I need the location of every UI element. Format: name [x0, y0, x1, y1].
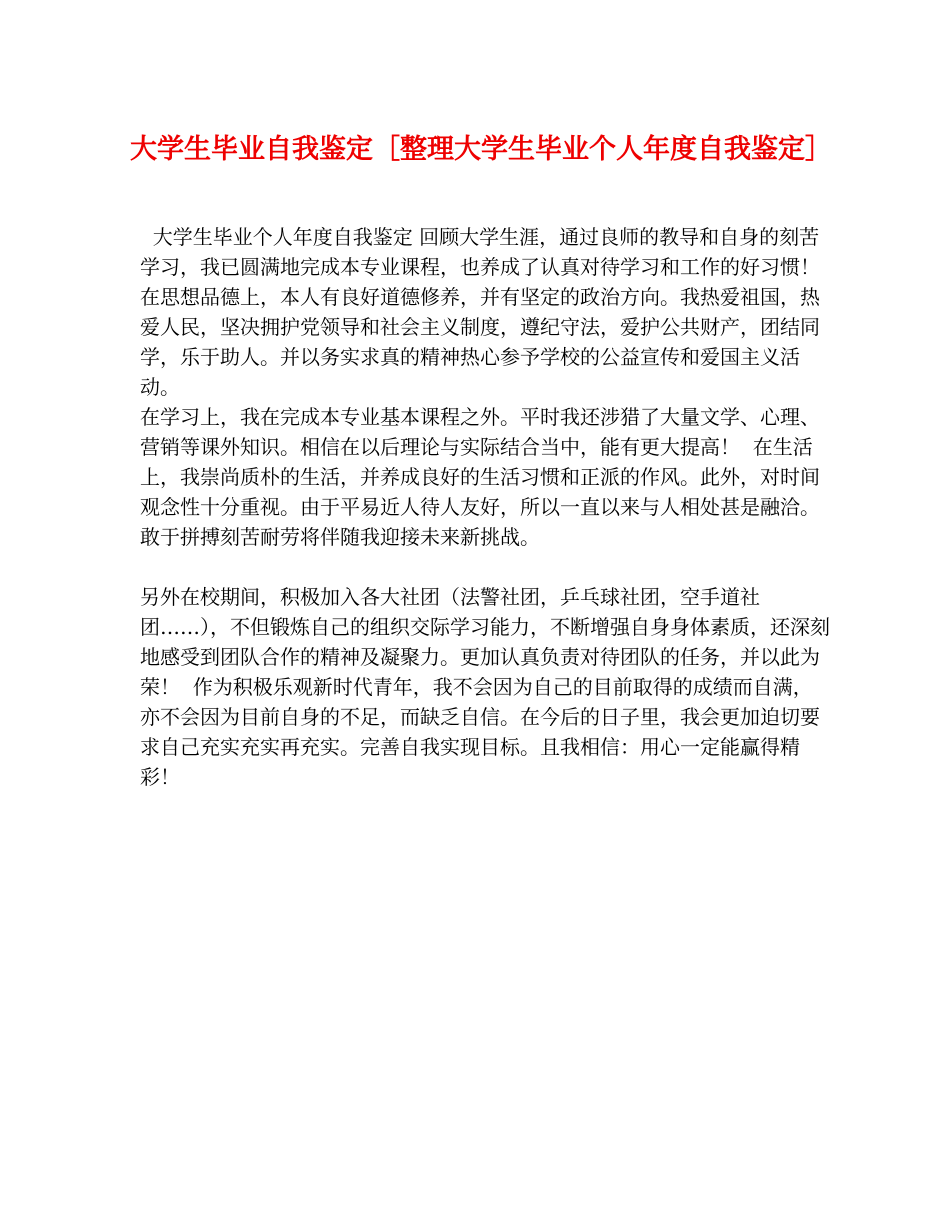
- paragraph-3: 另外在校期间，积极加入各大社团（法警社团，乒乓球社团，空手道社团……），不但锻炼自己的组织交际学习能力，不断增强自身身体素质，还深刻地感受到团队合作的精神及凝聚力。更加认真负责对待团队的任务，并以此为荣！ 作为积极乐观新时代青年，我不会因为自己的目前取得的成绩而自满，亦不会因为目前自身的不足，而缺乏自信。在今后的日子里，我会更加迫切要求自己充实充实再充实。完善自我实现目标。且我相信：用心一定能赢得精彩！: [140, 585, 830, 789]
- paragraph-1: 大学生毕业个人年度自我鉴定 回顾大学生涯，通过良师的教导和自身的刻苦学习，我已圆满地完成本专业课程，也养成了认真对待学习和工作的好习惯！ 在思想品德上，本人有良好道德修养，并有坚定的政治方向。我热爱祖国，热爱人民，坚决拥护党领导和社会主义制度，遵纪守法，爱护公共财产，团结同学，乐于助人。并以务实求真的精神热心参予学校的公益宣传和爱国主义活动。: [140, 225, 833, 399]
- paragraph-2: 在学习上，我在完成本专业基本课程之外。平时我还涉猎了大量文学、心理、营销等课外知识。相信在以后理论与实际结合当中，能有更大提高！ 在生活上，我崇尚质朴的生活，并养成良好的生活习惯和正派的作风。此外，对时间观念性十分重视。由于平易近人待人友好，所以一直以来与人相处甚是融洽。敢于拼搏刻苦耐劳将伴随我迎接未来新挑战。: [140, 405, 820, 549]
- document-title: 大学生毕业自我鉴定［整理大学生毕业个人年度自我鉴定］: [130, 134, 832, 165]
- document-body: [140, 222, 833, 792]
